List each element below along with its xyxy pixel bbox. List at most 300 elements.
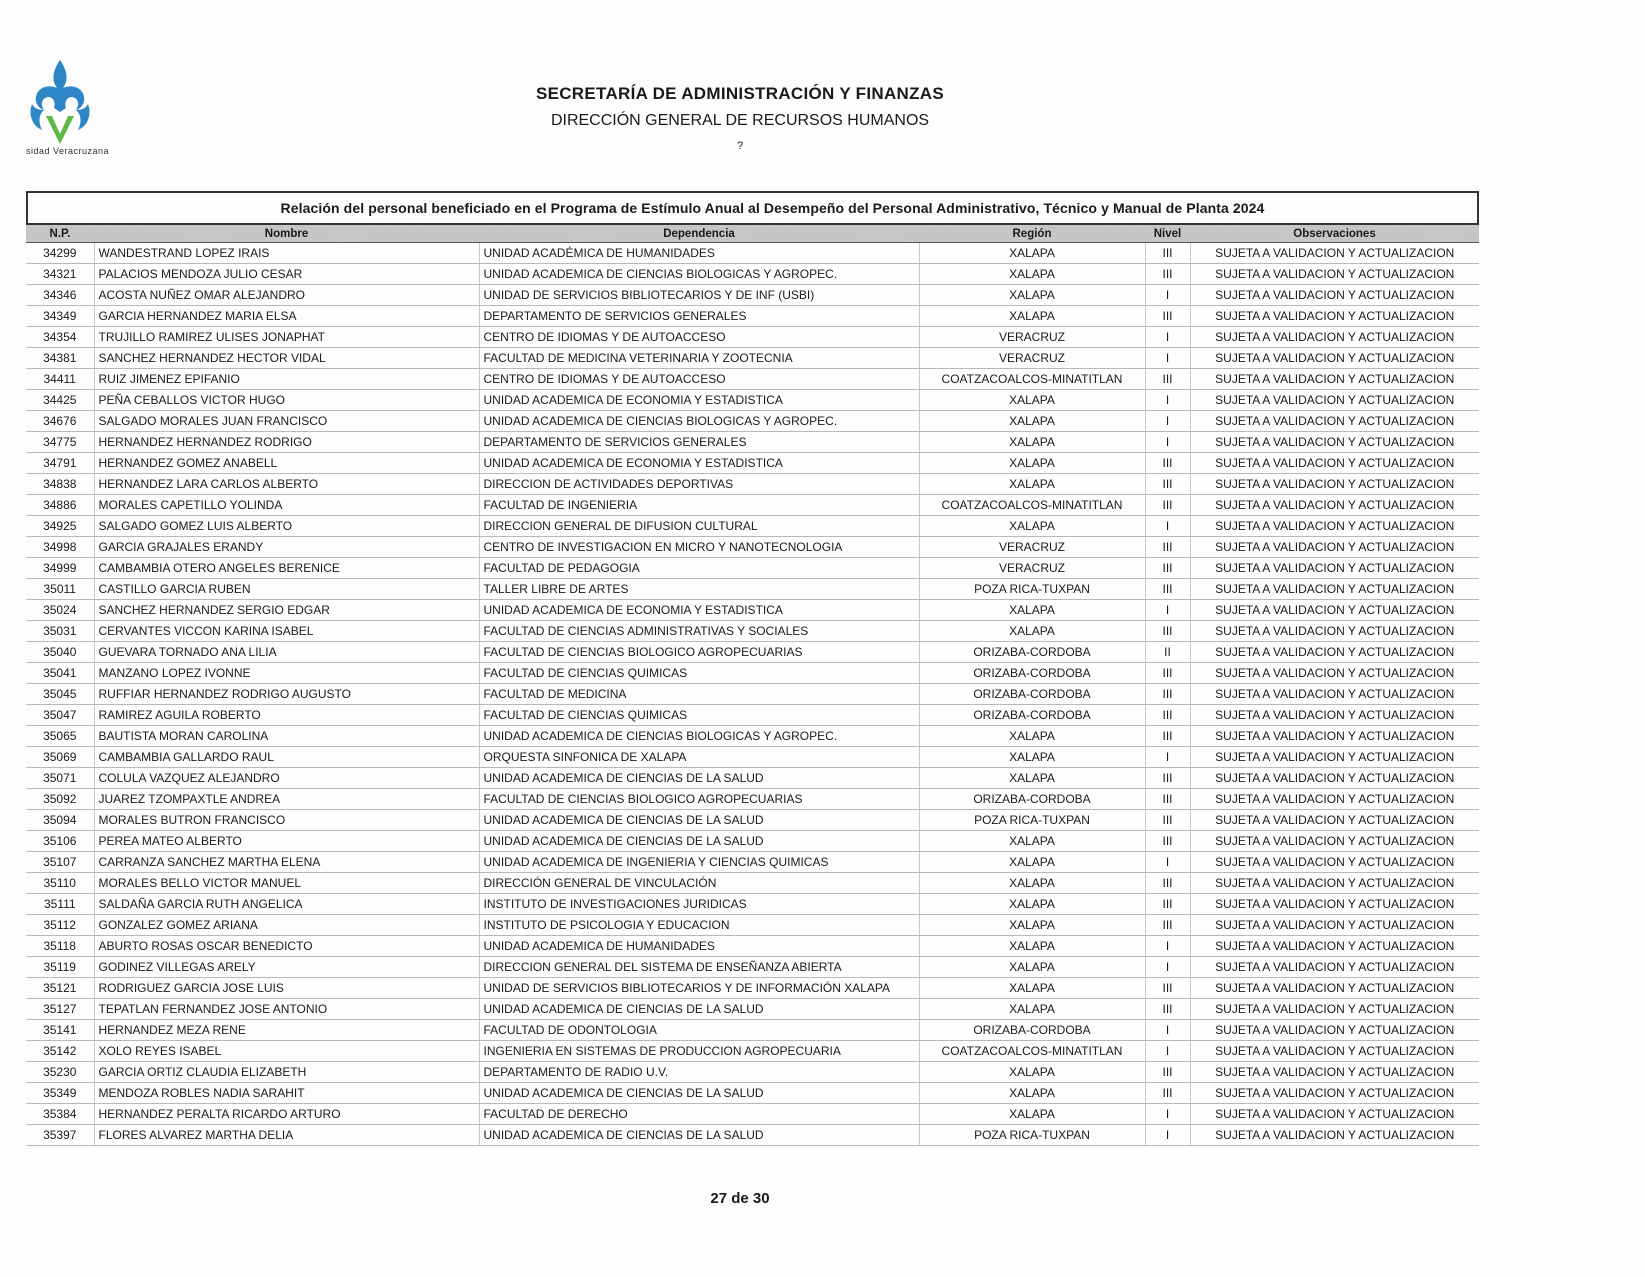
cell-dependencia: UNIDAD DE SERVICIOS BIBLIOTECARIOS Y DE INF (USBI) (479, 285, 919, 306)
cell-observaciones: SUJETA A VALIDACION Y ACTUALIZACION (1190, 1125, 1479, 1146)
cell-np: 34838 (26, 474, 94, 495)
column-header-np: N.P. (26, 224, 94, 243)
table-row (26, 999, 1479, 1020)
cell-nivel: III (1145, 1062, 1190, 1083)
cell-np: 35041 (26, 663, 94, 684)
cell-observaciones: SUJETA A VALIDACION Y ACTUALIZACION (1190, 243, 1479, 264)
cell-nombre: TRUJILLO RAMIREZ ULISES JONAPHAT (94, 327, 479, 348)
cell-nivel: III (1145, 537, 1190, 558)
cell-dependencia: FACULTAD DE PEDAGOGIA (479, 558, 919, 579)
table-row (26, 810, 1479, 831)
cell-region: XALAPA (919, 600, 1145, 621)
table-row (26, 537, 1479, 558)
cell-region: XALAPA (919, 768, 1145, 789)
cell-np: 35045 (26, 684, 94, 705)
cell-nombre: JUAREZ TZOMPAXTLE ANDREA (94, 789, 479, 810)
cell-nombre: COLULA VAZQUEZ ALEJANDRO (94, 768, 479, 789)
page-subtitle: DIRECCIÓN GENERAL DE RECURSOS HUMANOS (550, 112, 930, 129)
cell-nivel: I (1145, 852, 1190, 873)
table-row (26, 978, 1479, 999)
cell-region: COATZACOALCOS-MINATITLAN (919, 369, 1145, 390)
cell-nombre: BAUTISTA MORAN CAROLINA (94, 726, 479, 747)
cell-np: 35071 (26, 768, 94, 789)
cell-np: 35118 (26, 936, 94, 957)
cell-observaciones: SUJETA A VALIDACION Y ACTUALIZACION (1190, 348, 1479, 369)
cell-observaciones: SUJETA A VALIDACION Y ACTUALIZACION (1190, 579, 1479, 600)
cell-dependencia: FACULTAD DE CIENCIAS QUIMICAS (479, 705, 919, 726)
table-row (26, 747, 1479, 768)
cell-nivel: III (1145, 894, 1190, 915)
cell-np: 35106 (26, 831, 94, 852)
cell-observaciones: SUJETA A VALIDACION Y ACTUALIZACION (1190, 453, 1479, 474)
table-row (26, 285, 1479, 306)
cell-nombre: RODRIGUEZ GARCIA JOSE LUIS (94, 978, 479, 999)
table-row (26, 1041, 1479, 1062)
cell-observaciones: SUJETA A VALIDACION Y ACTUALIZACION (1190, 1062, 1479, 1083)
cell-nombre: GARCIA HERNANDEZ MARIA ELSA (94, 306, 479, 327)
cell-region: ORIZABA-CORDOBA (919, 705, 1145, 726)
column-header-region: Región (919, 224, 1145, 243)
cell-dependencia: CENTRO DE IDIOMAS Y DE AUTOACCESO (479, 327, 919, 348)
table-row (26, 831, 1479, 852)
cell-nivel: I (1145, 1041, 1190, 1062)
cell-observaciones: SUJETA A VALIDACION Y ACTUALIZACION (1190, 789, 1479, 810)
cell-np: 34381 (26, 348, 94, 369)
cell-np: 34999 (26, 558, 94, 579)
cell-nivel: III (1145, 768, 1190, 789)
cell-region: XALAPA (919, 243, 1145, 264)
cell-nombre: SALGADO MORALES JUAN FRANCISCO (94, 411, 479, 432)
table-row (26, 369, 1479, 390)
cell-region: ORIZABA-CORDOBA (919, 1020, 1145, 1041)
cell-np: 35230 (26, 1062, 94, 1083)
cell-nivel: III (1145, 999, 1190, 1020)
beneficiaries-table (26, 191, 1479, 1146)
cell-nivel: III (1145, 873, 1190, 894)
cell-nombre: CAMBAMBIA OTERO ANGELES BERENICE (94, 558, 479, 579)
cell-nivel: I (1145, 348, 1190, 369)
cell-dependencia: UNIDAD ACADEMICA DE CIENCIAS DE LA SALUD (479, 1125, 919, 1146)
cell-dependencia: UNIDAD ACADEMICA DE INGENIERIA Y CIENCIAS QUIMICAS (479, 852, 919, 873)
cell-observaciones: SUJETA A VALIDACION Y ACTUALIZACION (1190, 852, 1479, 873)
cell-nivel: I (1145, 936, 1190, 957)
cell-region: COATZACOALCOS-MINATITLAN (919, 1041, 1145, 1062)
cell-nombre: HERNANDEZ MEZA RENE (94, 1020, 479, 1041)
cell-region: XALAPA (919, 873, 1145, 894)
table-row (26, 894, 1479, 915)
cell-dependencia: UNIDAD ACADÉMICA DE HUMANIDADES (479, 243, 919, 264)
cell-observaciones: SUJETA A VALIDACION Y ACTUALIZACION (1190, 495, 1479, 516)
cell-observaciones: SUJETA A VALIDACION Y ACTUALIZACION (1190, 306, 1479, 327)
cell-np: 35121 (26, 978, 94, 999)
cell-np: 35011 (26, 579, 94, 600)
cell-nivel: I (1145, 327, 1190, 348)
cell-nivel: III (1145, 579, 1190, 600)
cell-nivel: III (1145, 726, 1190, 747)
cell-nivel: I (1145, 1020, 1190, 1041)
cell-observaciones: SUJETA A VALIDACION Y ACTUALIZACION (1190, 999, 1479, 1020)
cell-dependencia: UNIDAD ACADEMICA DE CIENCIAS BIOLOGICAS Y AGROPEC. (479, 264, 919, 285)
cell-region: XALAPA (919, 390, 1145, 411)
cell-observaciones: SUJETA A VALIDACION Y ACTUALIZACION (1190, 936, 1479, 957)
cell-dependencia: UNIDAD ACADEMICA DE CIENCIAS BIOLOGICAS Y AGROPEC. (479, 411, 919, 432)
table-row (26, 327, 1479, 348)
cell-nombre: GUEVARA TORNADO ANA LILIA (94, 642, 479, 663)
cell-np: 34425 (26, 390, 94, 411)
cell-observaciones: SUJETA A VALIDACION Y ACTUALIZACION (1190, 747, 1479, 768)
table-row (26, 390, 1479, 411)
cell-observaciones: SUJETA A VALIDACION Y ACTUALIZACION (1190, 915, 1479, 936)
cell-nombre: GARCIA GRAJALES ERANDY (94, 537, 479, 558)
cell-observaciones: SUJETA A VALIDACION Y ACTUALIZACION (1190, 369, 1479, 390)
cell-observaciones: SUJETA A VALIDACION Y ACTUALIZACION (1190, 621, 1479, 642)
cell-nombre: RUFFIAR HERNANDEZ RODRIGO AUGUSTO (94, 684, 479, 705)
cell-dependencia: INSTITUTO DE PSICOLOGIA Y EDUCACION (479, 915, 919, 936)
table-row (26, 621, 1479, 642)
cell-np: 34349 (26, 306, 94, 327)
cell-dependencia: FACULTAD DE CIENCIAS ADMINISTRATIVAS Y SOCIALES (479, 621, 919, 642)
column-header-nombre: Nombre (94, 224, 479, 243)
cell-nivel: I (1145, 390, 1190, 411)
cell-nombre: SANCHEZ HERNANDEZ SERGIO EDGAR (94, 600, 479, 621)
cell-nombre: WANDESTRAND LOPEZ IRAIS (94, 243, 479, 264)
cell-observaciones: SUJETA A VALIDACION Y ACTUALIZACION (1190, 810, 1479, 831)
cell-np: 35141 (26, 1020, 94, 1041)
cell-observaciones: SUJETA A VALIDACION Y ACTUALIZACION (1190, 1020, 1479, 1041)
table-row (26, 600, 1479, 621)
column-header-nivel: Nivel (1145, 224, 1190, 243)
cell-region: POZA RICA-TUXPAN (919, 810, 1145, 831)
cell-observaciones: SUJETA A VALIDACION Y ACTUALIZACION (1190, 537, 1479, 558)
cell-nombre: MENDOZA ROBLES NADIA SARAHIT (94, 1083, 479, 1104)
table-row (26, 936, 1479, 957)
cell-nivel: III (1145, 663, 1190, 684)
cell-region: XALAPA (919, 831, 1145, 852)
cell-observaciones: SUJETA A VALIDACION Y ACTUALIZACION (1190, 600, 1479, 621)
table-row (26, 411, 1479, 432)
cell-nivel: II (1145, 642, 1190, 663)
cell-nivel: III (1145, 1083, 1190, 1104)
table-row (26, 726, 1479, 747)
cell-nombre: PALACIOS MENDOZA JULIO CESAR (94, 264, 479, 285)
cell-np: 35047 (26, 705, 94, 726)
cell-nivel: III (1145, 243, 1190, 264)
cell-observaciones: SUJETA A VALIDACION Y ACTUALIZACION (1190, 957, 1479, 978)
cell-region: XALAPA (919, 432, 1145, 453)
cell-np: 34346 (26, 285, 94, 306)
cell-nivel: I (1145, 1125, 1190, 1146)
cell-dependencia: DIRECCIÓN GENERAL DE VINCULACIÓN (479, 873, 919, 894)
table-row (26, 1125, 1479, 1146)
cell-nivel: III (1145, 558, 1190, 579)
cell-nivel: I (1145, 747, 1190, 768)
cell-nivel: III (1145, 474, 1190, 495)
cell-np: 34321 (26, 264, 94, 285)
cell-observaciones: SUJETA A VALIDACION Y ACTUALIZACION (1190, 474, 1479, 495)
cell-nivel: III (1145, 495, 1190, 516)
cell-region: VERACRUZ (919, 327, 1145, 348)
cell-nivel: I (1145, 285, 1190, 306)
cell-nombre: RAMIREZ AGUILA ROBERTO (94, 705, 479, 726)
cell-dependencia: INGENIERIA EN SISTEMAS DE PRODUCCION AGROPECUARIA (479, 1041, 919, 1062)
cell-nivel: III (1145, 705, 1190, 726)
cell-observaciones: SUJETA A VALIDACION Y ACTUALIZACION (1190, 684, 1479, 705)
cell-nombre: TEPATLAN FERNANDEZ JOSE ANTONIO (94, 999, 479, 1020)
cell-np: 35040 (26, 642, 94, 663)
cell-region: POZA RICA-TUXPAN (919, 579, 1145, 600)
cell-np: 34354 (26, 327, 94, 348)
cell-np: 34676 (26, 411, 94, 432)
cell-nivel: III (1145, 621, 1190, 642)
cell-dependencia: ORQUESTA SINFONICA DE XALAPA (479, 747, 919, 768)
cell-np: 35119 (26, 957, 94, 978)
cell-np: 35094 (26, 810, 94, 831)
cell-dependencia: DIRECCION GENERAL DEL SISTEMA DE ENSEÑANZA ABIERTA (479, 957, 919, 978)
cell-nombre: CASTILLO GARCIA RUBEN (94, 579, 479, 600)
cell-dependencia: CENTRO DE INVESTIGACION EN MICRO Y NANOTECNOLOGIA (479, 537, 919, 558)
cell-np: 35142 (26, 1041, 94, 1062)
cell-np: 35069 (26, 747, 94, 768)
table-row (26, 957, 1479, 978)
cell-dependencia: FACULTAD DE CIENCIAS BIOLOGICO AGROPECUARIAS (479, 789, 919, 810)
table-row (26, 705, 1479, 726)
cell-np: 34886 (26, 495, 94, 516)
cell-np: 34998 (26, 537, 94, 558)
cell-region: XALAPA (919, 285, 1145, 306)
cell-np: 35349 (26, 1083, 94, 1104)
cell-observaciones: SUJETA A VALIDACION Y ACTUALIZACION (1190, 285, 1479, 306)
cell-nombre: ABURTO ROSAS OSCAR BENEDICTO (94, 936, 479, 957)
table-row (26, 915, 1479, 936)
cell-nivel: I (1145, 432, 1190, 453)
cell-dependencia: UNIDAD ACADEMICA DE CIENCIAS DE LA SALUD (479, 810, 919, 831)
cell-nombre: CERVANTES VICCON KARINA ISABEL (94, 621, 479, 642)
cell-nombre: MORALES BELLO VICTOR MANUEL (94, 873, 479, 894)
table-row (26, 516, 1479, 537)
cell-nombre: PEREA MATEO ALBERTO (94, 831, 479, 852)
cell-region: XALAPA (919, 1062, 1145, 1083)
cell-observaciones: SUJETA A VALIDACION Y ACTUALIZACION (1190, 390, 1479, 411)
cell-observaciones: SUJETA A VALIDACION Y ACTUALIZACION (1190, 516, 1479, 537)
logo-caption: sidad Veracruzana (26, 146, 110, 156)
cell-nombre: MORALES CAPETILLO YOLINDA (94, 495, 479, 516)
cell-dependencia: FACULTAD DE CIENCIAS QUIMICAS (479, 663, 919, 684)
cell-nombre: RUIZ JIMENEZ EPIFANIO (94, 369, 479, 390)
cell-observaciones: SUJETA A VALIDACION Y ACTUALIZACION (1190, 1083, 1479, 1104)
cell-region: XALAPA (919, 894, 1145, 915)
cell-observaciones: SUJETA A VALIDACION Y ACTUALIZACION (1190, 558, 1479, 579)
cell-region: VERACRUZ (919, 558, 1145, 579)
cell-np: 35065 (26, 726, 94, 747)
cell-np: 34299 (26, 243, 94, 264)
cell-np: 35127 (26, 999, 94, 1020)
cell-nombre: CARRANZA SANCHEZ MARTHA ELENA (94, 852, 479, 873)
cell-nombre: MORALES BUTRON FRANCISCO (94, 810, 479, 831)
column-header-dependencia: Dependencia (479, 224, 919, 243)
cell-observaciones: SUJETA A VALIDACION Y ACTUALIZACION (1190, 705, 1479, 726)
cell-region: ORIZABA-CORDOBA (919, 663, 1145, 684)
cell-observaciones: SUJETA A VALIDACION Y ACTUALIZACION (1190, 432, 1479, 453)
cell-nombre: ACOSTA NUÑEZ OMAR ALEJANDRO (94, 285, 479, 306)
table-header-row (26, 224, 1479, 243)
table-row (26, 306, 1479, 327)
cell-region: XALAPA (919, 474, 1145, 495)
table-title: Relación del personal beneficiado en el Programa de Estímulo Anual al Desempeño del Personal Administrativo, Técnico y Manual de Planta 2024 (26, 191, 1479, 223)
cell-region: ORIZABA-CORDOBA (919, 684, 1145, 705)
table-row (26, 642, 1479, 663)
cell-nivel: III (1145, 831, 1190, 852)
cell-observaciones: SUJETA A VALIDACION Y ACTUALIZACION (1190, 1104, 1479, 1125)
cell-region: XALAPA (919, 978, 1145, 999)
cell-dependencia: TALLER LIBRE DE ARTES (479, 579, 919, 600)
cell-region: VERACRUZ (919, 348, 1145, 369)
cell-observaciones: SUJETA A VALIDACION Y ACTUALIZACION (1190, 726, 1479, 747)
cell-region: ORIZABA-CORDOBA (919, 789, 1145, 810)
cell-nombre: SANCHEZ HERNANDEZ HECTOR VIDAL (94, 348, 479, 369)
cell-dependencia: UNIDAD ACADEMICA DE CIENCIAS DE LA SALUD (479, 999, 919, 1020)
cell-np: 35112 (26, 915, 94, 936)
cell-nombre: HERNANDEZ GOMEZ ANABELL (94, 453, 479, 474)
cell-np: 35111 (26, 894, 94, 915)
cell-region: XALAPA (919, 915, 1145, 936)
table-row (26, 243, 1479, 264)
cell-region: XALAPA (919, 516, 1145, 537)
cell-observaciones: SUJETA A VALIDACION Y ACTUALIZACION (1190, 831, 1479, 852)
cell-region: ORIZABA-CORDOBA (919, 642, 1145, 663)
cell-region: XALAPA (919, 999, 1145, 1020)
cell-region: XALAPA (919, 1083, 1145, 1104)
cell-np: 35031 (26, 621, 94, 642)
cell-nombre: HERNANDEZ PERALTA RICARDO ARTURO (94, 1104, 479, 1125)
table-row (26, 1083, 1479, 1104)
cell-dependencia: UNIDAD ACADEMICA DE ECONOMIA Y ESTADISTICA (479, 390, 919, 411)
cell-np: 35384 (26, 1104, 94, 1125)
cell-nivel: III (1145, 789, 1190, 810)
cell-region: XALAPA (919, 1104, 1145, 1125)
cell-nombre: MANZANO LOPEZ IVONNE (94, 663, 479, 684)
cell-dependencia: FACULTAD DE MEDICINA (479, 684, 919, 705)
cell-nivel: I (1145, 516, 1190, 537)
cell-dependencia: UNIDAD ACADEMICA DE CIENCIAS DE LA SALUD (479, 768, 919, 789)
cell-region: XALAPA (919, 852, 1145, 873)
cell-nivel: III (1145, 684, 1190, 705)
table-row (26, 1062, 1479, 1083)
cell-dependencia: DEPARTAMENTO DE RADIO U.V. (479, 1062, 919, 1083)
cell-observaciones: SUJETA A VALIDACION Y ACTUALIZACION (1190, 873, 1479, 894)
cell-np: 34775 (26, 432, 94, 453)
cell-region: XALAPA (919, 264, 1145, 285)
cell-nivel: I (1145, 957, 1190, 978)
cell-nivel: I (1145, 1104, 1190, 1125)
cell-np: 35092 (26, 789, 94, 810)
table-row (26, 873, 1479, 894)
cell-np: 35024 (26, 600, 94, 621)
cell-observaciones: SUJETA A VALIDACION Y ACTUALIZACION (1190, 642, 1479, 663)
cell-nivel: III (1145, 369, 1190, 390)
table-row (26, 432, 1479, 453)
table-row (26, 558, 1479, 579)
column-header-observaciones: Observaciones (1190, 224, 1479, 243)
table-row (26, 684, 1479, 705)
cell-observaciones: SUJETA A VALIDACION Y ACTUALIZACION (1190, 894, 1479, 915)
cell-observaciones: SUJETA A VALIDACION Y ACTUALIZACION (1190, 411, 1479, 432)
table-row (26, 579, 1479, 600)
table-row (26, 663, 1479, 684)
cell-dependencia: UNIDAD ACADEMICA DE ECONOMIA Y ESTADISTICA (479, 453, 919, 474)
cell-region: XALAPA (919, 957, 1145, 978)
cell-nombre: GONZALEZ GOMEZ ARIANA (94, 915, 479, 936)
cell-observaciones: SUJETA A VALIDACION Y ACTUALIZACION (1190, 327, 1479, 348)
cell-region: POZA RICA-TUXPAN (919, 1125, 1145, 1146)
cell-nivel: I (1145, 411, 1190, 432)
cell-dependencia: FACULTAD DE MEDICINA VETERINARIA Y ZOOTECNIA (479, 348, 919, 369)
cell-region: VERACRUZ (919, 537, 1145, 558)
cell-observaciones: SUJETA A VALIDACION Y ACTUALIZACION (1190, 1041, 1479, 1062)
cell-nivel: III (1145, 978, 1190, 999)
cell-region: XALAPA (919, 726, 1145, 747)
cell-nombre: PEÑA CEBALLOS VICTOR HUGO (94, 390, 479, 411)
table-row (26, 1020, 1479, 1041)
cell-dependencia: DIRECCION DE ACTIVIDADES DEPORTIVAS (479, 474, 919, 495)
cell-dependencia: FACULTAD DE ODONTOLOGIA (479, 1020, 919, 1041)
table-row (26, 453, 1479, 474)
cell-dependencia: CENTRO DE IDIOMAS Y DE AUTOACCESO (479, 369, 919, 390)
cell-nombre: GODINEZ VILLEGAS ARELY (94, 957, 479, 978)
table-row (26, 852, 1479, 873)
page-number: 27 de 30 (710, 1190, 770, 1207)
cell-np: 34925 (26, 516, 94, 537)
cell-dependencia: UNIDAD DE SERVICIOS BIBLIOTECARIOS Y DE INFORMACIÓN XALAPA (479, 978, 919, 999)
cell-region: XALAPA (919, 453, 1145, 474)
cell-np: 35107 (26, 852, 94, 873)
cell-nivel: III (1145, 264, 1190, 285)
cell-dependencia: UNIDAD ACADEMICA DE CIENCIAS DE LA SALUD (479, 831, 919, 852)
cell-nivel: III (1145, 810, 1190, 831)
cell-nombre: HERNANDEZ LARA CARLOS ALBERTO (94, 474, 479, 495)
cell-dependencia: FACULTAD DE DERECHO (479, 1104, 919, 1125)
cell-np: 34411 (26, 369, 94, 390)
table-row (26, 495, 1479, 516)
cell-dependencia: UNIDAD ACADEMICA DE ECONOMIA Y ESTADISTICA (479, 600, 919, 621)
cell-observaciones: SUJETA A VALIDACION Y ACTUALIZACION (1190, 663, 1479, 684)
cell-dependencia: UNIDAD ACADEMICA DE CIENCIAS DE LA SALUD (479, 1083, 919, 1104)
cell-dependencia: FACULTAD DE INGENIERIA (479, 495, 919, 516)
cell-nombre: SALGADO GOMEZ LUIS ALBERTO (94, 516, 479, 537)
cell-np: 34791 (26, 453, 94, 474)
cell-nombre: SALDAÑA GARCIA RUTH ANGELICA (94, 894, 479, 915)
cell-region: COATZACOALCOS-MINATITLAN (919, 495, 1145, 516)
cell-region: XALAPA (919, 936, 1145, 957)
cell-dependencia: UNIDAD ACADEMICA DE HUMANIDADES (479, 936, 919, 957)
cell-dependencia: FACULTAD DE CIENCIAS BIOLOGICO AGROPECUARIAS (479, 642, 919, 663)
cell-observaciones: SUJETA A VALIDACION Y ACTUALIZACION (1190, 264, 1479, 285)
cell-observaciones: SUJETA A VALIDACION Y ACTUALIZACION (1190, 768, 1479, 789)
cell-nivel: III (1145, 915, 1190, 936)
cell-nombre: HERNANDEZ HERNANDEZ RODRIGO (94, 432, 479, 453)
cell-nivel: I (1145, 600, 1190, 621)
table-row (26, 789, 1479, 810)
cell-nombre: CAMBAMBIA GALLARDO RAUL (94, 747, 479, 768)
page-title: SECRETARÍA DE ADMINISTRACIÓN Y FINANZAS (535, 84, 945, 103)
table-row (26, 264, 1479, 285)
table-row (26, 348, 1479, 369)
cell-region: XALAPA (919, 621, 1145, 642)
table-row (26, 768, 1479, 789)
cell-region: XALAPA (919, 411, 1145, 432)
cell-dependencia: DEPARTAMENTO DE SERVICIOS GENERALES (479, 306, 919, 327)
cell-nivel: III (1145, 453, 1190, 474)
cell-observaciones: SUJETA A VALIDACION Y ACTUALIZACION (1190, 978, 1479, 999)
